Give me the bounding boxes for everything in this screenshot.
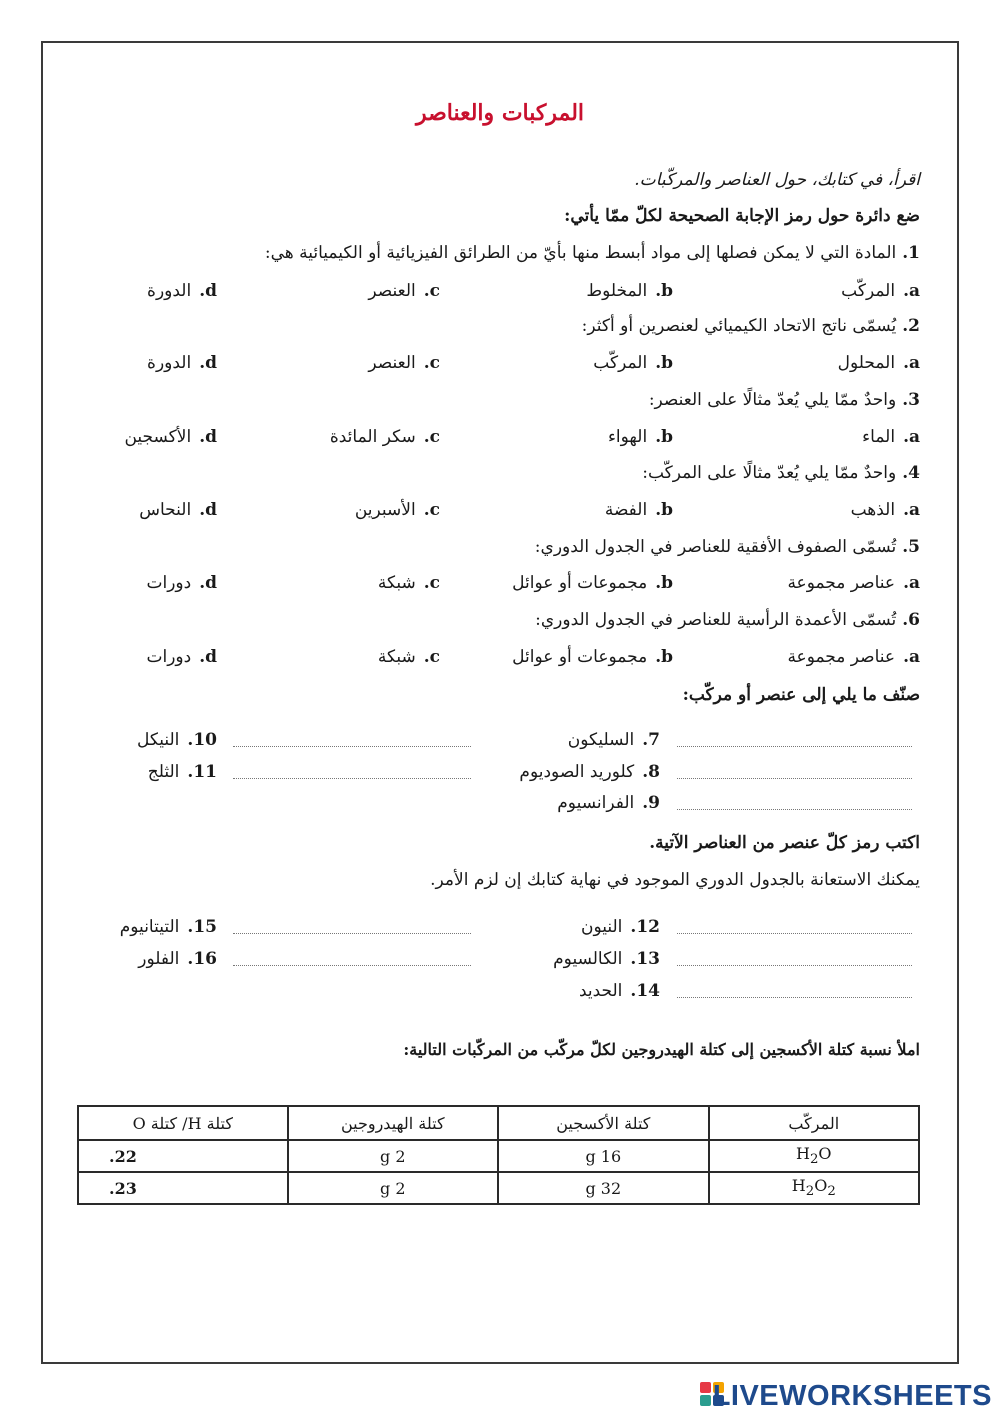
question-5: 5.تُسمّى الصفوف الأفقية للعناصر في الجدول الدوري: bbox=[534, 537, 920, 557]
answer-field-13[interactable] bbox=[677, 965, 912, 966]
page-title: المركبات والعناصر bbox=[415, 100, 585, 126]
answer-field-7[interactable] bbox=[677, 746, 912, 747]
option-5a[interactable]: a.عناصر مجموعة bbox=[787, 573, 920, 593]
option-1a[interactable]: a.المركّب bbox=[841, 281, 920, 301]
intro-text: اقرأ، في كتابك، حول العناصر والمركّبات. bbox=[634, 170, 920, 190]
option-5d[interactable]: d.دورات bbox=[146, 573, 217, 593]
option-1d[interactable]: d.الدورة bbox=[147, 281, 217, 301]
answer-field-8[interactable] bbox=[677, 778, 912, 779]
answer-field-22[interactable]: .22 bbox=[78, 1140, 288, 1172]
oxygen-mass-cell: 32 g bbox=[498, 1172, 709, 1204]
option-4b[interactable]: b.الفضة bbox=[604, 500, 673, 520]
option-2d[interactable]: d.الدورة bbox=[147, 353, 217, 373]
answer-field-10[interactable] bbox=[233, 746, 471, 747]
option-3d[interactable]: d.الأكسجين bbox=[124, 427, 217, 447]
table-header-row bbox=[78, 1106, 919, 1140]
option-5b[interactable]: b.مجموعات أو عوائل bbox=[512, 573, 673, 593]
question-6: 6.تُسمّى الأعمدة الرأسية للعناصر في الجدول الدوري: bbox=[535, 610, 920, 630]
mc-instruction: ضع دائرة حول رمز الإجابة الصحيحة لكلّ ممّا يأتي: bbox=[564, 206, 920, 226]
hydrogen-mass-cell: 2 g bbox=[288, 1172, 499, 1204]
ratio-instruction: املأ نسبة كتلة الأكسجين إلى كتلة الهيدروجين لكلّ مركّب من المركّبات التالية: bbox=[403, 1040, 920, 1059]
table-row bbox=[78, 1172, 919, 1204]
oxygen-mass-cell: 16 g bbox=[498, 1140, 709, 1172]
option-3b[interactable]: b.الهواء bbox=[607, 427, 673, 447]
question-4: 4.واحدٌ ممّا يلي يُعدّ مثالًا على المركّب: bbox=[642, 463, 920, 483]
symbol-instruction: اكتب رمز كلّ عنصر من العناصر الآتية. bbox=[649, 833, 920, 853]
symbol-note: يمكنك الاستعانة بالجدول الدوري الموجود في نهاية كتابك إن لزم الأمر. bbox=[430, 870, 920, 890]
classify-item-10: 10.النيكل bbox=[136, 730, 217, 750]
option-2c[interactable]: c.العنصر bbox=[368, 353, 440, 373]
answer-field-9[interactable] bbox=[677, 809, 912, 810]
symbol-item-13: 13.الكالسيوم bbox=[553, 949, 660, 969]
option-6c[interactable]: c.شبكة bbox=[377, 647, 440, 667]
option-6a[interactable]: a.عناصر مجموعة bbox=[787, 647, 920, 667]
answer-field-12[interactable] bbox=[677, 933, 912, 934]
footer-brand: LIVEWORKSHEETS bbox=[712, 1380, 992, 1412]
answer-field-23[interactable]: .23 bbox=[78, 1172, 288, 1204]
compound-cell: $H_2O$ bbox=[709, 1140, 919, 1172]
compound-cell: $H_2O_2$ bbox=[709, 1172, 919, 1204]
option-4c[interactable]: c.الأسبرين bbox=[354, 500, 440, 520]
symbol-item-12: 12.النيون bbox=[580, 917, 660, 937]
classify-item-8: 8.كلوريد الصوديوم bbox=[519, 762, 660, 782]
question-1: 1.المادة التي لا يمكن فصلها إلى مواد أبسط منها بأيّ من الطرائق الفيزيائية أو الكيميائية هي: bbox=[264, 243, 920, 263]
option-4a[interactable]: a.الذهب bbox=[850, 500, 920, 520]
option-5c[interactable]: c.شبكة bbox=[377, 573, 440, 593]
answer-field-11[interactable] bbox=[233, 778, 471, 779]
option-1b[interactable]: b.المخلوط bbox=[586, 281, 673, 301]
option-2b[interactable]: b.المركّب bbox=[593, 353, 673, 373]
header-ratio: كتلة H/ كتلة O bbox=[78, 1106, 288, 1140]
answer-field-14[interactable] bbox=[677, 997, 912, 998]
option-4d[interactable]: d.النحاس bbox=[139, 500, 217, 520]
question-3: 3.واحدٌ ممّا يلي يُعدّ مثالًا على العنصر: bbox=[648, 390, 920, 410]
symbol-item-14: 14.الحديد bbox=[578, 981, 660, 1001]
option-3a[interactable]: a.الماء bbox=[862, 427, 920, 447]
classify-item-11: 11.الثلج bbox=[147, 762, 217, 782]
option-6d[interactable]: d.دورات bbox=[146, 647, 217, 667]
header-hydrogen-mass: كتلة الهيدروجين bbox=[288, 1106, 499, 1140]
header-compound: المركّب bbox=[709, 1106, 919, 1140]
option-6b[interactable]: b.مجموعات أو عوائل bbox=[512, 647, 673, 667]
hydrogen-mass-cell: 2 g bbox=[288, 1140, 499, 1172]
question-2: 2.يُسمّى ناتج الاتحاد الكيميائي لعنصرين أو أكثر: bbox=[581, 316, 920, 336]
ratio-table bbox=[77, 1105, 920, 1205]
answer-field-15[interactable] bbox=[233, 933, 471, 934]
option-3c[interactable]: c.سكر المائدة bbox=[329, 427, 440, 447]
option-2a[interactable]: a.المحلول bbox=[837, 353, 920, 373]
option-1c[interactable]: c.العنصر bbox=[368, 281, 440, 301]
table-row bbox=[78, 1140, 919, 1172]
symbol-item-15: 15.التيتانيوم bbox=[119, 917, 217, 937]
classify-item-9: 9.الفرانسيوم bbox=[557, 793, 660, 813]
header-oxygen-mass: كتلة الأكسجين bbox=[498, 1106, 709, 1140]
symbol-item-16: 16.الفلور bbox=[138, 949, 217, 969]
answer-field-16[interactable] bbox=[233, 965, 471, 966]
classify-instruction: صنّف ما يلي إلى عنصر أو مركّب: bbox=[682, 685, 920, 705]
classify-item-7: 7.السليكون bbox=[567, 730, 660, 750]
